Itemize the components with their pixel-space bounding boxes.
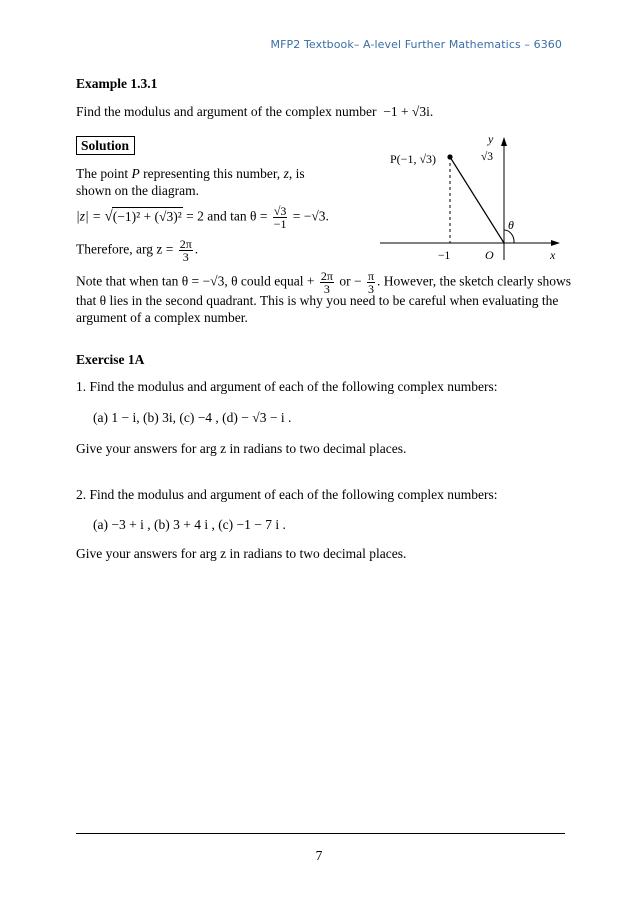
y-axis-arrow [501,137,507,146]
exercise-heading: Exercise 1A [76,352,145,367]
running-header: MFP2 Textbook– A-level Further Mathematics – 6360 [270,38,562,51]
example-heading: Example 1.3.1 [76,76,158,91]
x-axis-label: x [550,248,556,260]
argand-diagram [380,125,565,260]
example-prompt-text: Find the modulus and argument of the complex number [76,104,377,119]
question-1: 1. Find the modulus and argument of each of the following complex numbers: [76,379,498,394]
point-p [447,154,452,159]
note-line3: argument of a complex number. [76,310,248,325]
note-line2: that θ lies in the second quadrant. This is why you need to be careful when evaluating the [76,293,559,308]
neg1-tick-label: −1 [438,250,451,260]
sqrt3-tick-label: √3 [481,151,494,163]
question-2-parts: (a) −3 + i , (b) 3 + 4 i , (c) −1 − 7 i . [93,517,286,532]
example-number: −1 + √3i. [383,104,434,119]
modulus-equation: |z| = √(−1)² + (√3)² = 2 and tan θ = $\frac{√3}{-1}$ = −√3. [76,204,329,231]
solution-line1: The point P representing this number, z, is [76,166,305,181]
page-number: 7 [315,848,323,863]
y-axis-label: y [488,132,494,146]
point-p-label: P(−1, √3) [390,152,437,166]
op-line [450,157,504,243]
note-line1: Note that when tan θ = −√3, θ could equal + $\frac{2\pi}{3}$ or − $\frac{\pi}{3}$ . However, the sketch clearly shows [76,269,572,296]
origin-label: O [485,248,494,260]
question-2: 2. Find the modulus and argument of each of the following complex numbers: [76,487,498,502]
x-axis-arrow [551,240,560,246]
example-prompt [76,103,433,121]
theta-label: θ [508,218,514,232]
argument-result: Therefore, arg z = $\frac{2\pi}{3}$ . [76,237,199,264]
solution-label: Solution [76,136,135,155]
solution-line2: shown on the diagram. [76,183,199,198]
question-1-note: Give your answers for arg z in radians to two decimal places. [76,441,407,456]
question-2-note: Give your answers for arg z in radians to two decimal places. [76,546,407,561]
question-1-parts: (a) 1 − i, (b) 3i, (c) −4 , (d) − √3 − i . [93,410,292,425]
footer-rule [76,833,565,834]
